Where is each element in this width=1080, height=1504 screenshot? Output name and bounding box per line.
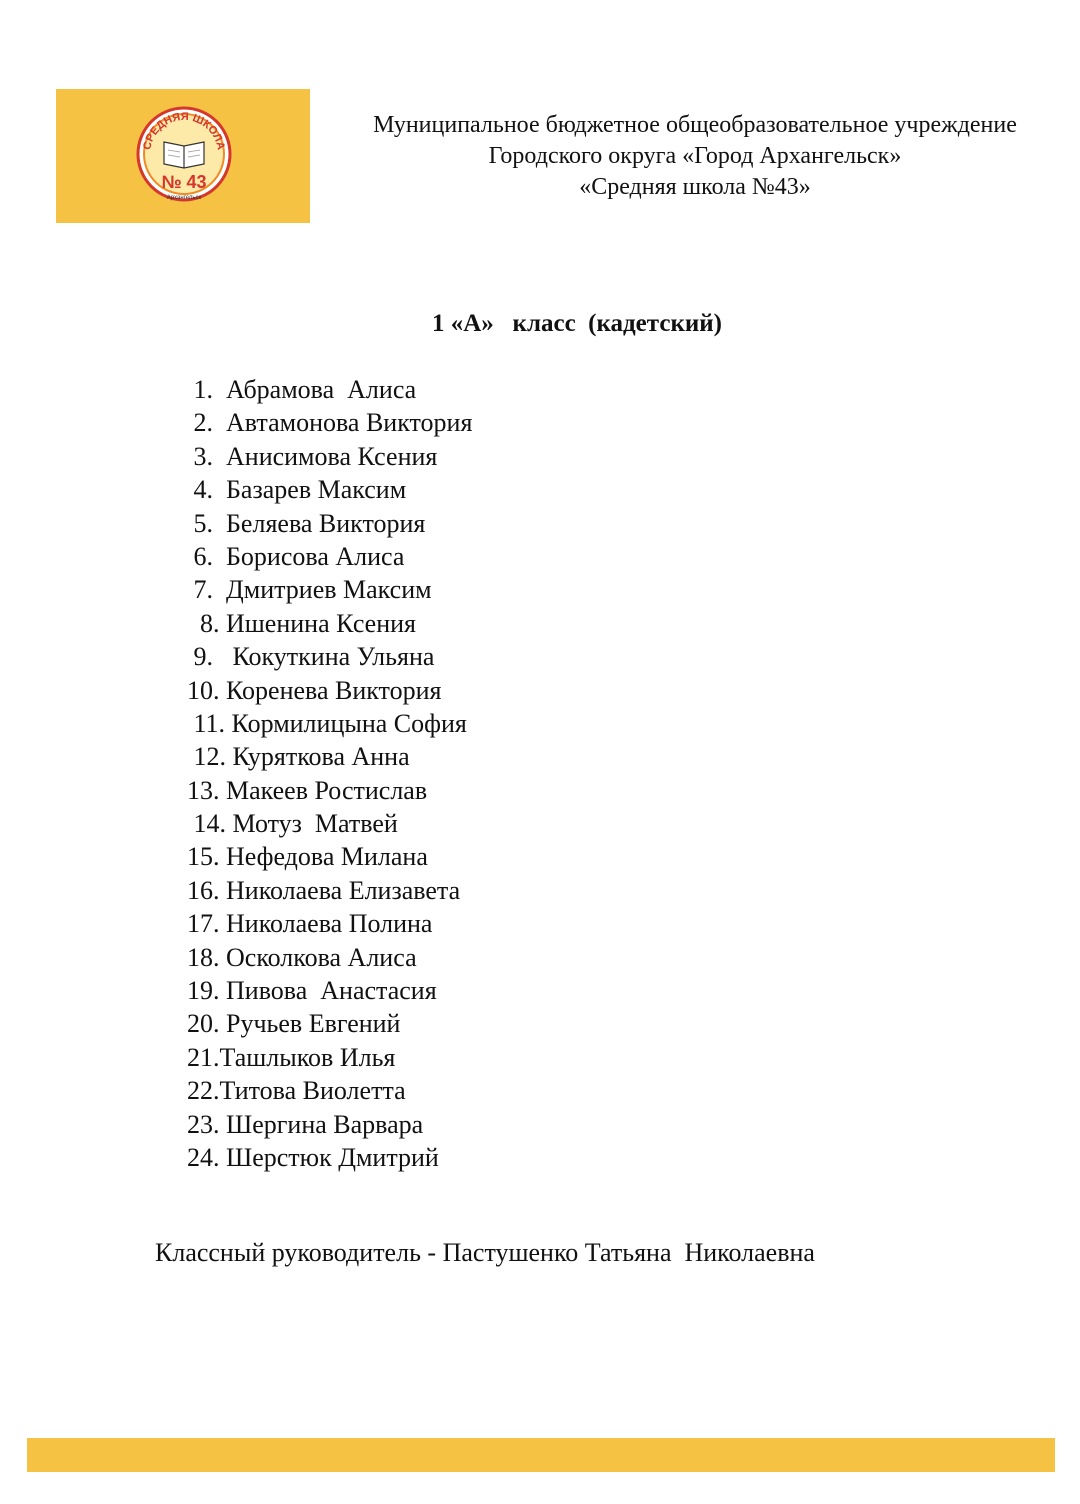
list-item: 5. Беляева Виктория [187, 508, 426, 538]
list-item: 11. Кормилицына София [187, 708, 467, 738]
list-item: 6. Борисова Алиса [187, 541, 405, 571]
list-item: 21.Ташлыков Илья [187, 1042, 396, 1072]
org-line-1: Муниципальное бюджетное общеобразовательное учреждение [373, 112, 1017, 138]
list-item: 10. Коренева Виктория [187, 675, 442, 705]
list-item: 4. Базарев Максим [187, 475, 407, 505]
class-title: 1 «А» класс (кадетский) [432, 310, 722, 337]
org-line-3: «Средняя школа №43» [579, 174, 811, 200]
student-list [187, 373, 472, 1174]
list-item: 8. Ишенина Ксения [187, 608, 416, 638]
list-item: 16. Николаева Елизавета [187, 875, 461, 905]
list-item: 14. Мотуз Матвей [187, 809, 398, 839]
emblem-arc-text: СРЕДНЯЯ ШКОЛА [141, 110, 227, 151]
list-item: 18. Осколкова Алиса [187, 942, 417, 972]
list-item: 23. Шергина Варвара [187, 1109, 424, 1139]
list-item: 24. Шерстюк Дмитрий [187, 1142, 439, 1172]
list-item: 19. Пивова Анастасия [187, 976, 437, 1006]
list-item: 20. Ручьев Евгений [187, 1009, 401, 1039]
list-item: 13. Макеев Ростислав [187, 775, 428, 805]
list-item: 7. Дмитриев Максим [187, 575, 432, 605]
list-item: 15. Нефедова Милана [187, 842, 428, 872]
emblem-number: № 43 [161, 172, 207, 192]
emblem-city: Архангельск [166, 195, 202, 201]
list-item: 17. Николаева Полина [187, 909, 433, 939]
school-emblem-icon [136, 94, 232, 218]
org-line-2: Городского округа «Город Архангельск» [488, 143, 902, 169]
list-item: 9. Кокуткина Ульяна [187, 642, 435, 672]
list-item: 22.Титова Виолетта [187, 1076, 406, 1106]
class-teacher: Классный руководитель - Пастушенко Татьяна Николаевна [155, 1238, 815, 1267]
organization-name [320, 110, 1070, 203]
list-item: 2. Автамонова Виктория [187, 408, 473, 438]
list-item: 12. Куряткова Анна [187, 742, 410, 772]
footer-bar [27, 1438, 1055, 1472]
list-item: 3. Анисимова Ксения [187, 441, 438, 471]
header-logo-panel [56, 89, 310, 223]
list-item: 1. Абрамова Алиса [187, 375, 417, 404]
